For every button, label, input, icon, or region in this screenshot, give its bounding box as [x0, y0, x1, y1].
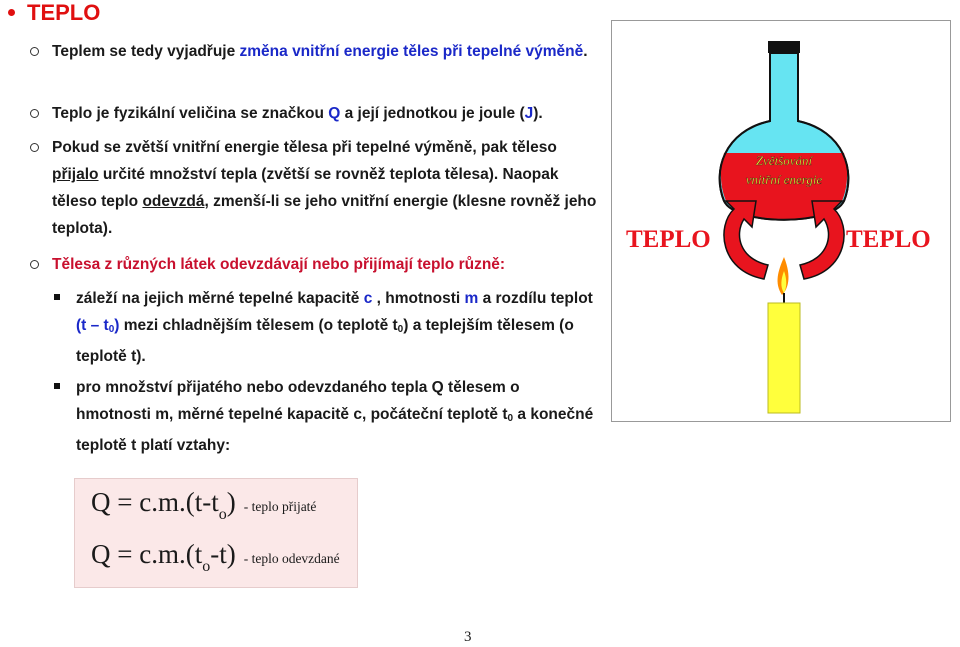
candle-wick — [783, 293, 785, 303]
candle — [768, 303, 800, 413]
flask-label-line2: vnitřní energie — [745, 172, 823, 187]
bullet-dot-icon — [8, 9, 15, 16]
square-bullet-icon — [54, 383, 60, 389]
ring-bullet-icon — [30, 47, 39, 56]
sub-item-1: záleží na jejich měrné tepelné kapacitě c , hmotnosti m a rozdílu teplot $(t - t_0)$ mezi chladnějším tělesem (o teplotě $t_0$) a teplejším tělesem (o teplotě t). — [54, 285, 594, 370]
right-teplo-label: TEPLO — [846, 226, 931, 253]
paragraph-3: Pokud se zvětší vnitřní energie tělesa při tepelné výměně, pak těleso přijalo určité množství tepla (zvětší se rovněž teplota tělesa). Naopak těleso teplo odevzdá, zmenší-li se jeho vnitřní energie (klesne rovněž jeho teplota). — [30, 134, 600, 242]
ring-bullet-icon — [30, 109, 39, 118]
sub-item-2: pro množství přijatého nebo odevzdaného tepla Q tělesem o hmotnosti m, měrné tepelné kapacitě c, počáteční teplotě $t_0$ a konečné teplotě t platí vztahy: — [54, 374, 594, 459]
flask-stopper — [768, 41, 800, 53]
formula-heat-given: $Q = c.m.(t_o-t)$ - teplo odevzdané — [91, 539, 340, 575]
left-teplo-label: TEPLO — [626, 226, 711, 253]
paragraph-2: Teplo je fyzikální veličina se značkou Q a její jednotkou je joule (J). — [30, 100, 600, 127]
formula-heat-received: $Q = c.m.(t-t_o)$ - teplo přijaté — [91, 487, 317, 523]
page-number: 3 — [464, 629, 472, 645]
heat-illustration — [611, 20, 951, 422]
paragraph-4: Tělesa z různých látek odevzdávají nebo přijímají teplo různě: — [30, 251, 600, 278]
flask-candle-drawing — [612, 21, 950, 421]
paragraph-1: Teplem se tedy vyjadřuje změna vnitřní energie těles při tepelné výměně. — [30, 38, 600, 65]
square-bullet-icon — [54, 294, 60, 300]
ring-bullet-icon — [30, 260, 39, 269]
flask-label-line1: Zvětšování — [755, 153, 813, 168]
heading: TEPLO — [8, 0, 100, 26]
ring-bullet-icon — [30, 143, 39, 152]
formula-box — [74, 478, 358, 588]
